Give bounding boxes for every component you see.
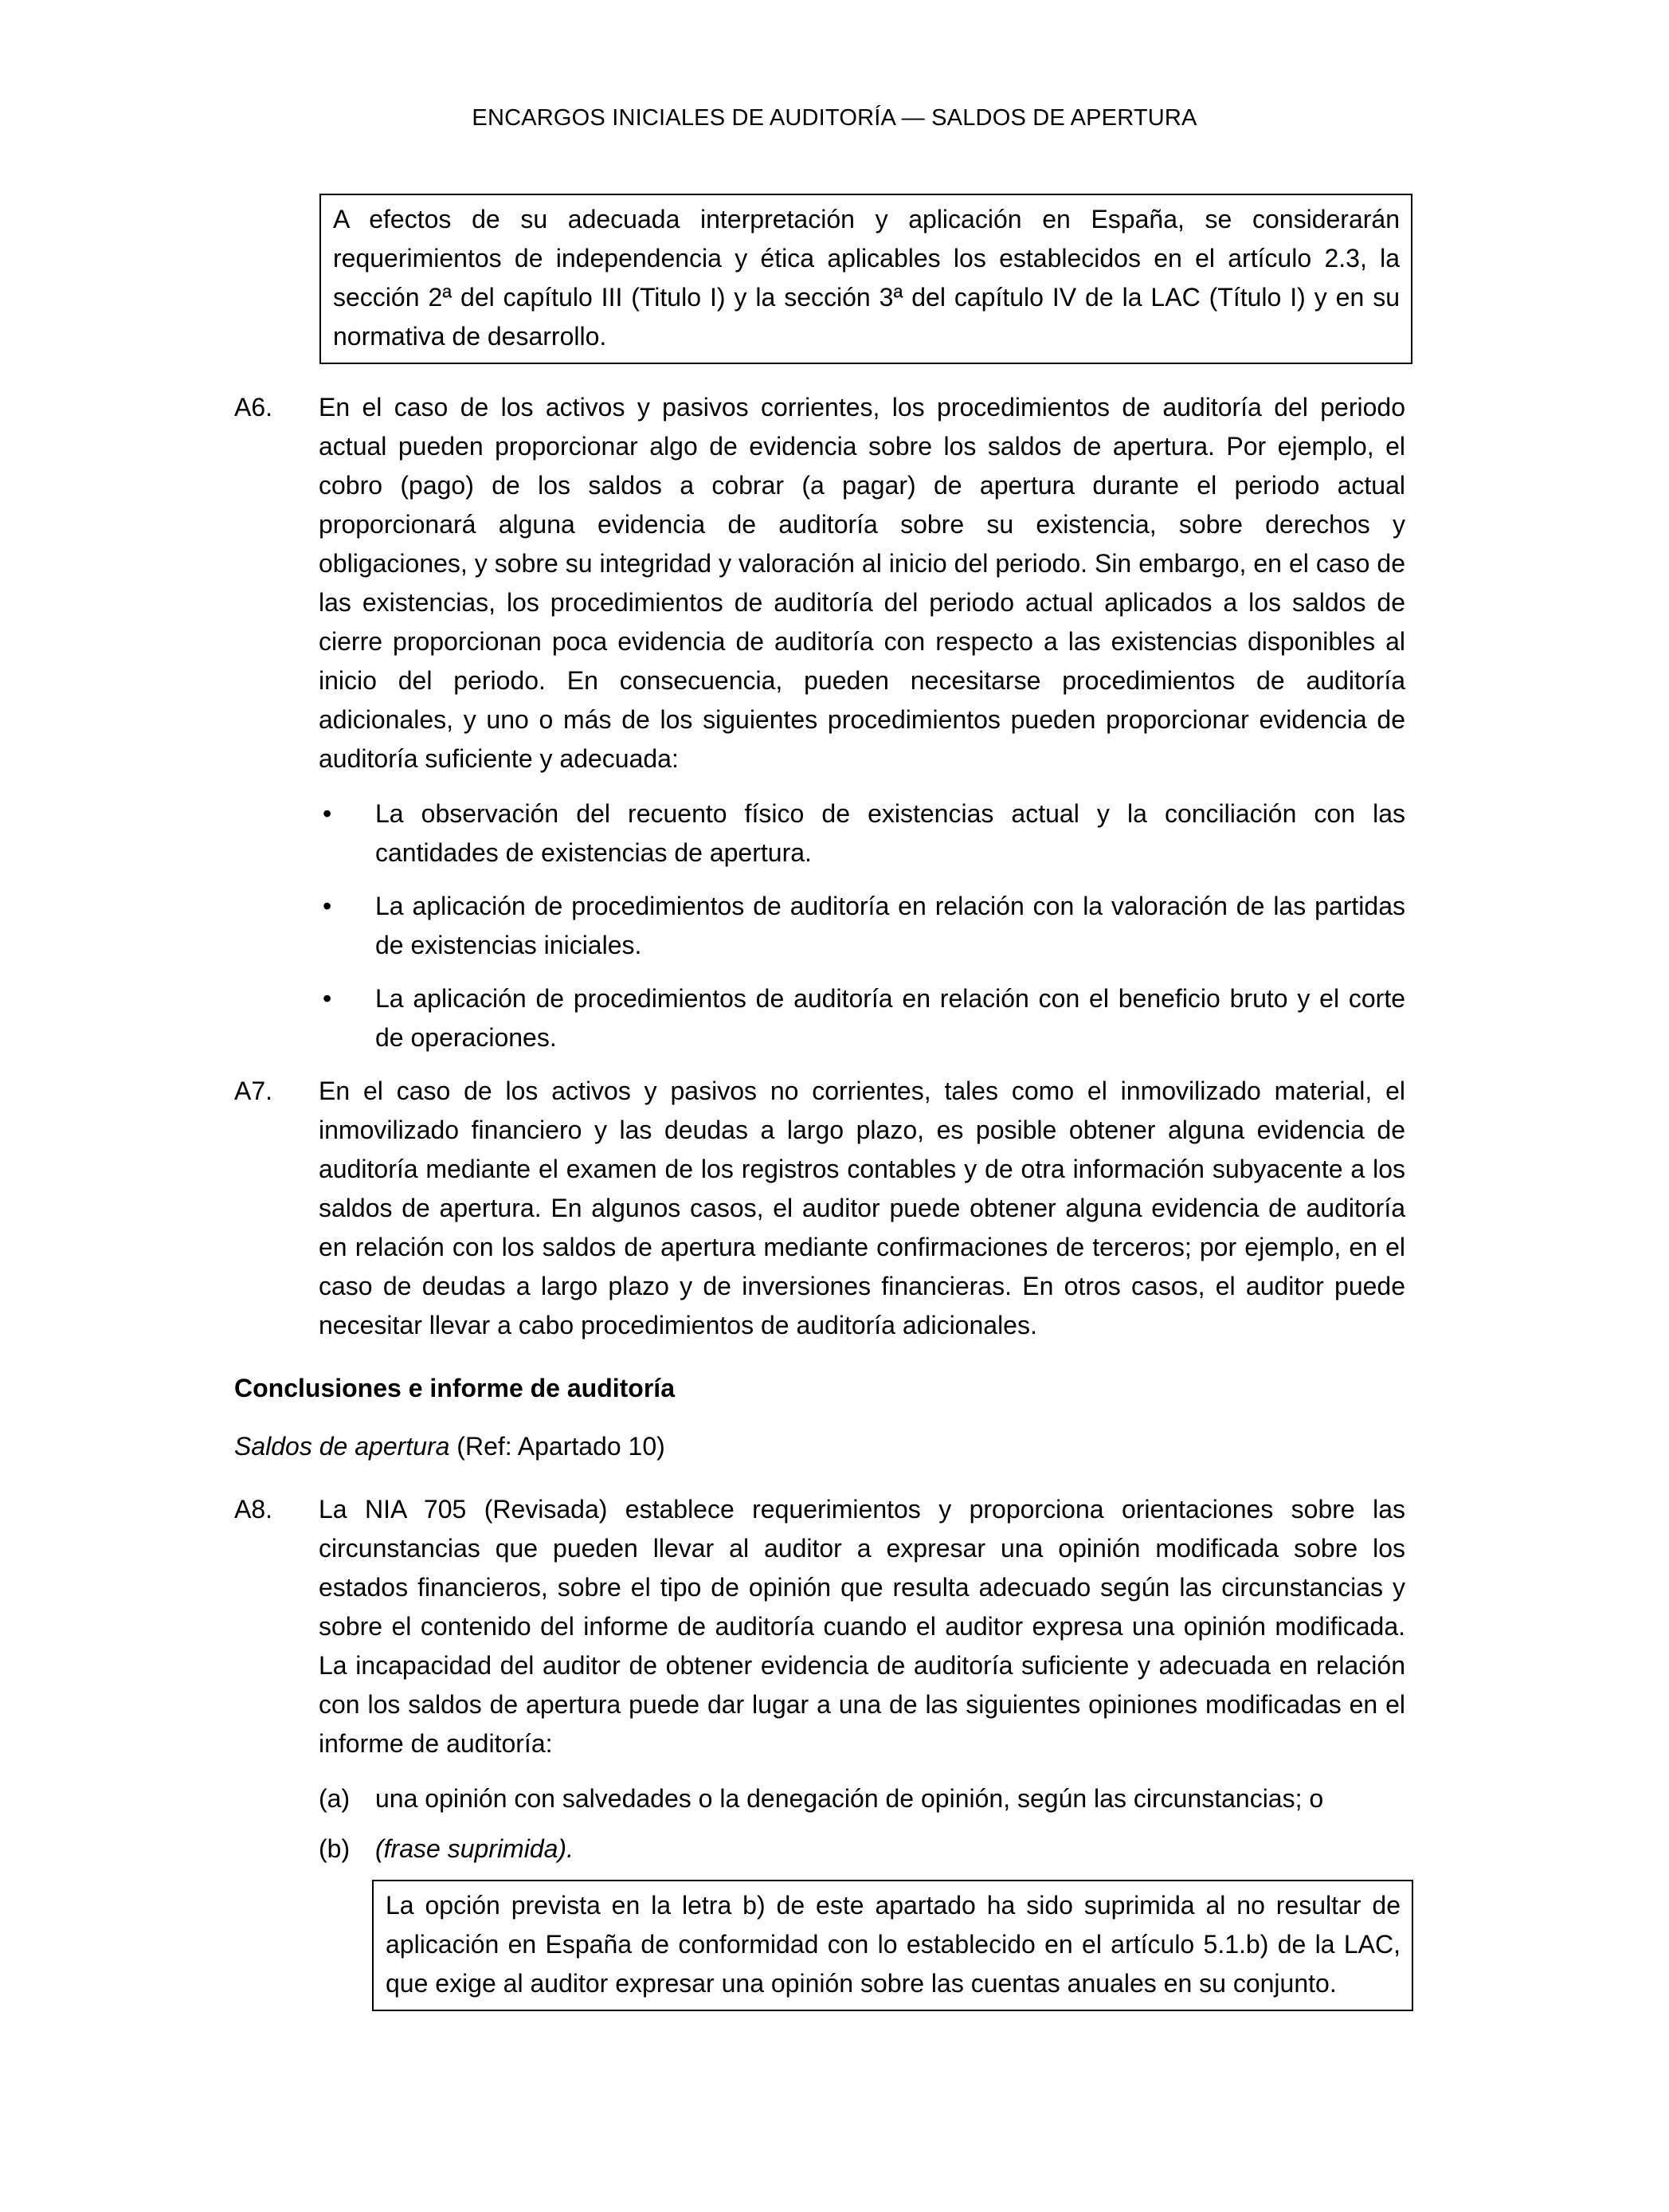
paragraph-a7 bbox=[234, 1072, 1405, 1345]
list-letter: (b) bbox=[319, 1834, 351, 1863]
bullet-marker: • bbox=[323, 984, 332, 1013]
paragraph-number: A7. bbox=[234, 1077, 273, 1105]
paragraph-text: La NIA 705 (Revisada) establece requerimientos y proporciona orientaciones sobre las circunstancias que pueden llevar al auditor a expresar una opinión modificada sobre los estados financieros, sobre el tipo de opinión que resulta adecuado según las circunstancias y sobre el contenido del informe de auditoría cuando el auditor expresa una opinión modificada. La incapacidad del auditor de obtener evidencia de auditoría suficiente y adecuada en relación con los saldos de apertura puede dar lugar a una de las siguientes opiniones modificadas en el informe de auditoría: bbox=[319, 1495, 1405, 1758]
list-item bbox=[319, 1830, 1405, 1869]
list-item-text: La aplicación de procedimientos de auditoría en relación con el beneficio bruto y el corte de operaciones. bbox=[375, 984, 1405, 1052]
document-body bbox=[234, 194, 1405, 2011]
bullet-marker: • bbox=[323, 799, 332, 828]
paragraph-a8 bbox=[234, 1490, 1405, 1763]
subsection-title: Saldos de apertura bbox=[234, 1432, 450, 1461]
paragraph-number: A6. bbox=[234, 393, 273, 422]
list-item-text: La aplicación de procedimientos de auditoría en relación con la valoración de las partidas de existencias iniciales. bbox=[375, 892, 1405, 959]
list-item bbox=[319, 887, 1405, 965]
paragraph-text: En el caso de los activos y pasivos no corrientes, tales como el inmovilizado material, el inmovilizado financiero y las deudas a largo plazo, es posible obtener alguna evidencia de auditoría mediante el examen de los registros contables y de otra información subyacente a los saldos de apertura. En algunos casos, el auditor puede obtener alguna evidencia de auditoría en relación con los saldos de apertura mediante confirmaciones de terceros; por ejemplo, en el caso de deudas a largo plazo y de inversiones financieras. En otros casos, el auditor puede necesitar llevar a cabo procedimientos de auditoría adicionales. bbox=[319, 1077, 1405, 1339]
list-item-text: una opinión con salvedades o la denegación de opinión, según las circunstancias; o bbox=[375, 1784, 1324, 1813]
list-item-text: (frase suprimida). bbox=[375, 1834, 574, 1863]
list-item bbox=[319, 979, 1405, 1057]
spain-suppression-note-box: La opción prevista en la letra b) de este apartado ha sido suprimida al no resultar de aplicación en España de conformidad con lo establecido en el artículo 5.1.b) de la LAC, que exige al auditor expresar una opinión sobre las cuentas anuales en su conjunto. bbox=[372, 1880, 1413, 2011]
list-item-text: La observación del recuento físico de existencias actual y la conciliación con las cantidades de existencias de apertura. bbox=[375, 799, 1405, 867]
paragraph-a6 bbox=[234, 388, 1405, 779]
list-item bbox=[319, 794, 1405, 873]
spain-note-box: A efectos de su adecuada interpretación y aplicación en España, se considerarán requerimientos de independencia y ética aplicables los establecidos en el artículo 2.3, la sección 2ª del capítulo III (Titulo I) y la sección 3ª del capítulo IV de la LAC (Título I) y en su normativa de desarrollo. bbox=[319, 194, 1412, 364]
bullet-marker: • bbox=[323, 892, 332, 920]
a6-bullet-list bbox=[319, 794, 1405, 1057]
list-letter: (a) bbox=[319, 1784, 351, 1813]
section-heading: Conclusiones e informe de auditoría bbox=[234, 1374, 675, 1402]
list-item bbox=[319, 1779, 1405, 1818]
page-header: ENCARGOS INICIALES DE AUDITORÍA — SALDOS DE APERTURA bbox=[472, 105, 1197, 131]
subsection-heading bbox=[234, 1427, 1405, 1466]
paragraph-number: A8. bbox=[234, 1495, 273, 1524]
a8-lettered-list bbox=[319, 1779, 1405, 1869]
paragraph-text: En el caso de los activos y pasivos corrientes, los procedimientos de auditoría del periodo actual pueden proporcionar algo de evidencia sobre los saldos de apertura. Por ejemplo, el cobro (pago) de los saldos a cobrar (a pagar) de apertura durante el periodo actual proporcionará alguna evidencia de auditoría sobre su existencia, sobre derechos y obligaciones, y sobre su integridad y valoración al inicio del periodo. Sin embargo, en el caso de las existencias, los procedimientos de auditoría del periodo actual aplicados a los saldos de cierre proporcionan poca evidencia de auditoría con respecto a las existencias disponibles al inicio del periodo. En consecuencia, pueden necesitarse procedimientos de auditoría adicionales, y uno o más de los siguientes procedimientos pueden proporcionar evidencia de auditoría suficiente y adecuada: bbox=[319, 393, 1405, 773]
subsection-reference: (Ref: Apartado 10) bbox=[449, 1432, 665, 1461]
